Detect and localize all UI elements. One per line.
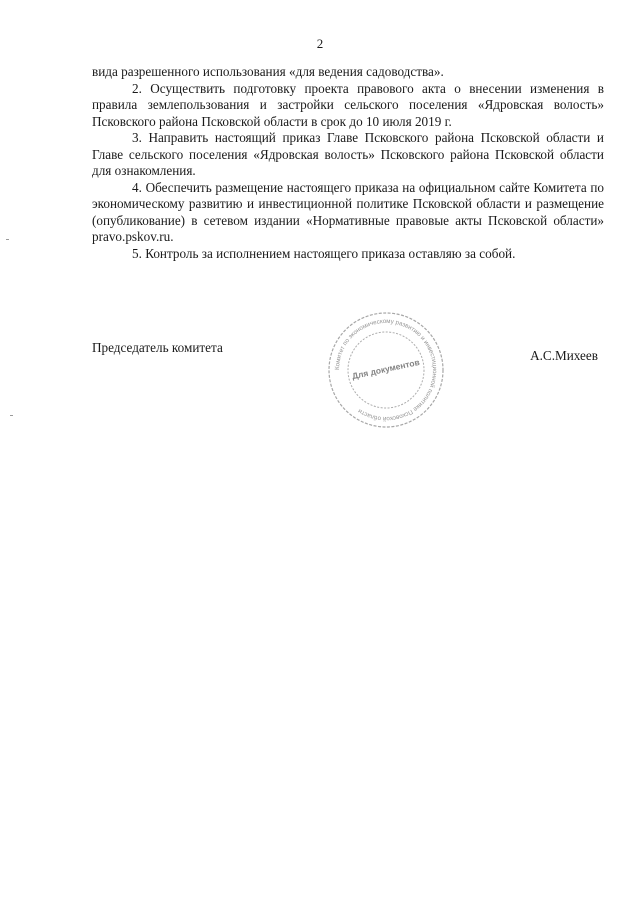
page-number: 2 — [316, 36, 324, 51]
paragraph-continuation: вида разрешенного использования «для ведения садоводства». — [92, 64, 444, 79]
stamp-center-text: Для документов — [351, 356, 421, 382]
signer-title: Председатель комитета — [92, 340, 223, 355]
scan-speck — [10, 415, 13, 416]
document-body — [92, 64, 604, 262]
paragraph-item-2: 2. Осуществить подготовку проекта правового акта о внесении изменения в правила землепользования и застройки сельского поселения «Ядровская волость» Псковского района Псковской области в срок до 10 июля 2019 г. — [92, 80, 604, 129]
official-stamp — [326, 310, 446, 430]
signer-name: А.С.Михеев — [530, 348, 598, 363]
scan-speck — [6, 239, 9, 240]
paragraph-item-3: 3. Направить настоящий приказ Главе Псковского района Псковской области и Главе сельского поселения «Ядровская волость» Псковского района Псковской области для ознакомления. — [92, 130, 604, 178]
stamp-ring-text: Комитет по экономическому развитию и инвестиционной политике Псковской области — [333, 317, 439, 423]
paragraph-item-5: 5. Контроль за исполнением настоящего приказа оставляю за собой. — [132, 245, 516, 261]
paragraph-item-4: 4. Обеспечить размещение настоящего приказа на официальном сайте Комитета по экономическому развитию и инвестиционной политике Псковской области и размещение (опубликование) в сетевом издании «Нормативные правовые акты Псковской области» pravo.pskov.ru. — [92, 179, 604, 244]
